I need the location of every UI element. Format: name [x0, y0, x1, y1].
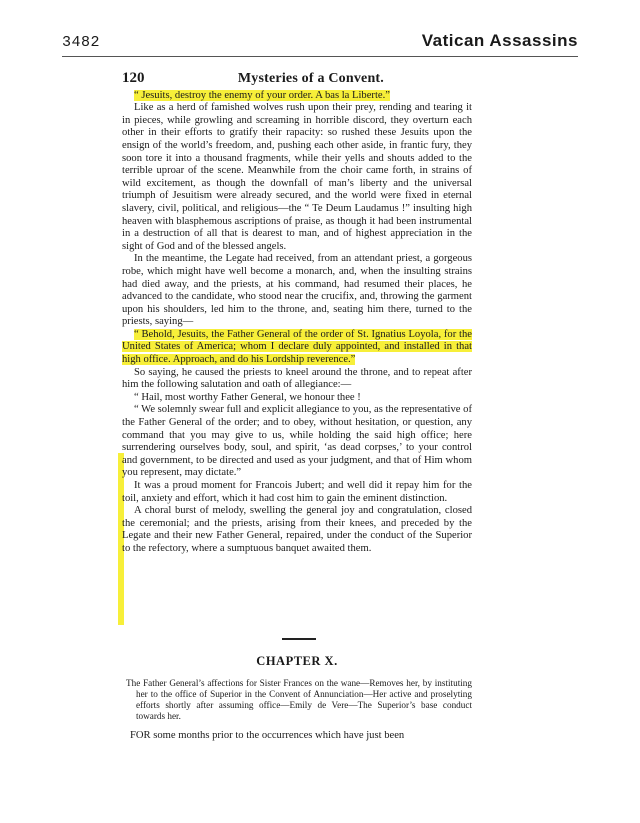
document-header: [0, 0, 640, 60]
printed-page-number: 120: [122, 70, 145, 86]
chapter-title: CHAPTER X.: [256, 654, 338, 668]
chapter-opening-text: FOR some months prior to the occurrences which have just been: [130, 730, 405, 741]
highlighted-text: “ Jesuits, destroy the enemy of your order. A bas la Liberte.”: [134, 89, 390, 101]
section-divider: [282, 638, 316, 640]
paragraph: [122, 329, 472, 367]
paragraph: So saying, he caused the priests to kneel around the throne, and to repeat after him the following salutation and oath of allegiance:—: [122, 366, 472, 391]
paragraph: Like as a herd of famished wolves rush upon their prey, rending and tearing it in pieces, while growling and screaming in horrible discord, they overturn each other in their efforts to gratify their rapacity: so rushed these Jesuits upon the ensign of the world’s freedom, and, pushing each other aside, in frantic fury, they soon tore it into a thousand fragments, while their yells and shouts added to the terrible uproar of the scene. Meanwhile from the choir came forth, in strains of wild excitement, as though the downfall of man’s liberty and the universal triumph of Jesuitism were already secured, and the world were fixed in eternal slavery, civil, political, and religious—the “ Te Deum Laudamus !” insulting high heaven with blasphemous ascriptions of praise, as though it had been instrumental in a destruction of all that is dearest to man, and of highest appreciation in the sight of God and of the blessed angels.: [122, 102, 472, 252]
header-rule: [62, 56, 578, 57]
page-number: 3482: [62, 34, 101, 51]
paragraph: [122, 90, 472, 103]
running-head: Mysteries of a Convent.: [237, 71, 384, 86]
scanned-page: [122, 72, 472, 556]
paragraph: It was a proud moment for Francois Jubert; and well did it repay him for the toil, anxiety and effort, which it had cost him to gain the eminent distinction.: [122, 480, 472, 504]
paragraph: “ We solemnly swear full and explicit allegiance to you, as the representative of the Father General of the order; and to obey, without hesitation, or question, any command that you may give to us, while holding the said high office; here surrendering ourselves body, soul, and spirit, ‘as dead corpses,’ to your control and government, to be directed and used as your judgment, and that of Him whom you represent, may dictate.”: [122, 404, 472, 479]
chapter-summary: The Father General’s affections for Sister Frances on the wane—Removes her, by instituting her to the office of Superior in the Convent of Annunciation—Her active and proselyting efforts shortly after assuming office—Emily de Vere—The Superior’s base conduct towards her.: [126, 678, 472, 721]
page-head: [122, 72, 472, 86]
paragraph: A choral burst of melody, swelling the general joy and congratulation, closed the ceremonial; and the priests, arising from their knees, and preceded by the Legate and their new Father General, repaired, under the conduct of the Superior to the refectory, where a sumptuous banquet awaited them.: [122, 505, 472, 554]
book-title: Vatican Assassins: [421, 31, 578, 50]
paragraph: “ Hail, most worthy Father General, we honour thee !: [134, 391, 361, 403]
highlighted-text: “ Behold, Jesuits, the Father General of the order of St. Ignatius Loyola, for the United States of America; whom I declare duly appointed, and installed in that high office. Approach, and do his Lordship reverence.”: [122, 328, 472, 366]
paragraph: In the meantime, the Legate had received, from an attendant priest, a gorgeous robe, which might have well become a monarch, and, when the insulting strains had died away, and the priests, at his command, had resumed their places, he advanced to the candidate, who stood near the crucifix, and, throwing the garment upon his shoulders, led him to the throne, and, seating him there, turned to the priests, saying—: [122, 253, 472, 328]
